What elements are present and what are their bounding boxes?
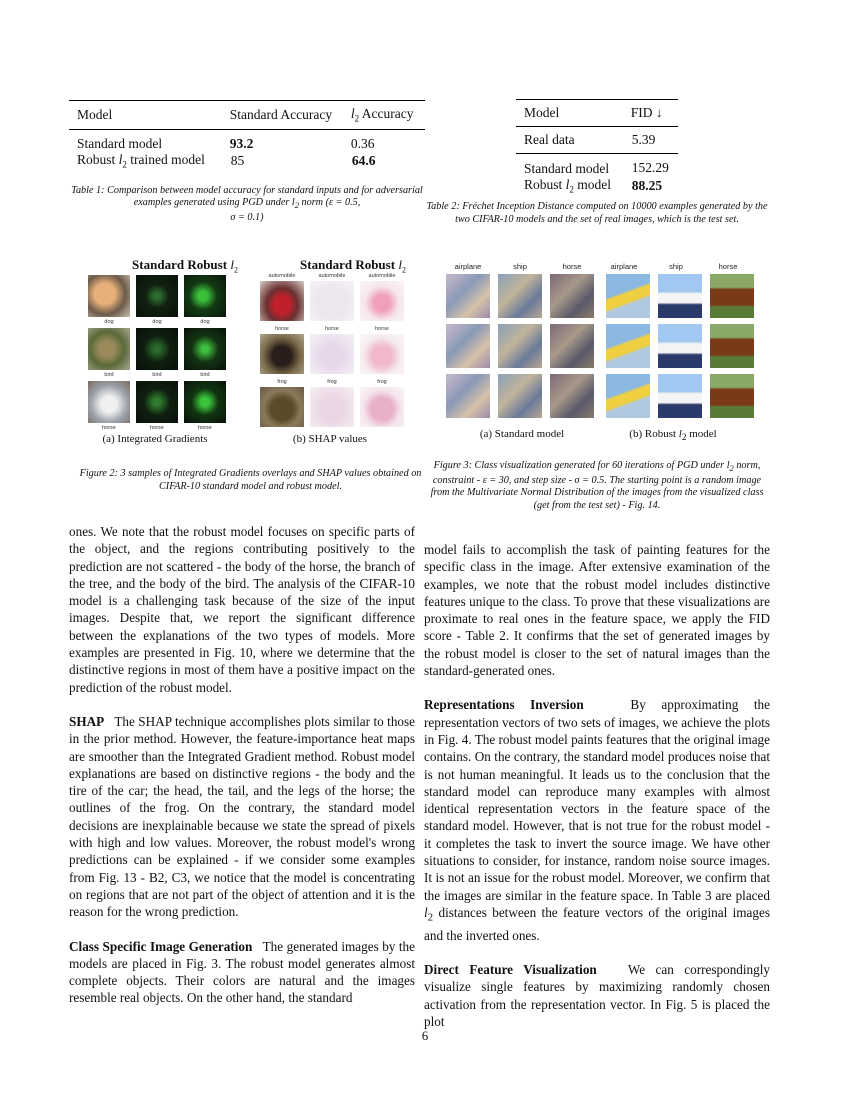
figure-2a-subcaption: (a) Integrated Gradients: [102, 433, 208, 445]
table-cell: 93.2: [229, 135, 254, 151]
table-2-grid: [516, 99, 678, 195]
table-2-caption: Table 2: Fréchet Inception Distance computed on 10000 examples generated by the two CIFAR-10 models and the set of real images, which is the test set.: [426, 201, 768, 225]
class-visualization-image: [446, 274, 490, 318]
shap-label: horse: [275, 326, 289, 332]
shap-image: [360, 334, 404, 374]
ig-label: bird: [104, 372, 114, 378]
shap-label: automobile: [268, 273, 296, 279]
shap-paragraph: [69, 713, 415, 921]
shap-label: automobile: [368, 273, 396, 279]
shap-heading: SHAP: [69, 713, 105, 729]
ig-image: [136, 275, 178, 317]
table-cell: 88.25: [631, 178, 663, 193]
figure-3-column-labels: [440, 262, 760, 272]
figure-3-caption: Figure 3: Class visualization generated for 60 iterations of PGD under $l_2$ norm, constraint - ε = 30, and step size - σ = 0.5. The starting point is a random image from the Multivariate Normal Distribution of the images from the visualized class (get from the test set) - Fig. 14.: [430, 460, 764, 511]
table-cell: Robust $l_2$ trained model: [77, 151, 205, 170]
ig-image: [136, 328, 178, 370]
table-1-header-model: Model: [77, 106, 113, 122]
table-1-caption: Table 1: Comparison between model accuracy for standard inputs and for adversarial examples generated using PGD under $l_2$ norm (ε = 0.5, σ = 0.1): [71, 184, 423, 223]
shap-image: [260, 387, 304, 427]
table-row: [69, 152, 425, 170]
page-number: 6: [421, 1028, 429, 1043]
class-visualization-image: [710, 324, 754, 368]
shap-label: horse: [325, 326, 339, 332]
class-visualization-image: [606, 274, 650, 318]
shap-label: automobile: [318, 273, 346, 279]
class-visualization-image: [550, 324, 594, 368]
class-visualization-image: [446, 324, 490, 368]
table-row: [516, 154, 678, 178]
table-cell: Standard model: [77, 135, 163, 151]
figure-2: [70, 255, 430, 495]
table-cell: Robust $l_2$ model: [524, 177, 612, 195]
dfv-body: We can correspondingly visualize single features by maximizing randomly chosen activation from the representation vector. In Fig. 5 is placed the plot: [424, 962, 771, 1030]
table-cell: 85: [230, 152, 245, 168]
table-cell: 64.6: [351, 152, 376, 168]
fig3-column-label: horse: [718, 262, 738, 271]
table-1-grid: [69, 100, 425, 170]
ig-image: [136, 381, 178, 423]
ig-label: bird: [152, 372, 162, 378]
ig-label: dog: [200, 319, 210, 325]
ig-label: horse: [150, 425, 164, 431]
ig-image: [88, 328, 130, 370]
table-cell: 0.36: [350, 135, 375, 151]
ig-image: [184, 328, 226, 370]
figure-2-caption: Figure 2: 3 samples of Integrated Gradients overlays and SHAP values obtained on CIFAR-10 standard model and robust model.: [79, 468, 422, 492]
class-visualization-image: [498, 374, 542, 418]
shap-image: [360, 281, 404, 321]
shap-label: horse: [375, 326, 389, 332]
figure-3: [440, 262, 760, 442]
csig-paragraph: [69, 938, 415, 1007]
rep-paragraph: [424, 696, 770, 944]
class-visualization-image: [550, 274, 594, 318]
ig-label: horse: [102, 425, 116, 431]
class-visualization-image: [658, 324, 702, 368]
table-1-header-standard: Standard Accuracy: [229, 106, 333, 122]
fig3-column-label: ship: [669, 262, 683, 271]
dfv-paragraph: [424, 961, 770, 1030]
table-2-header-fid: FID ↓: [630, 105, 663, 120]
class-visualization-image: [658, 274, 702, 318]
table-cell: Real data: [524, 132, 575, 147]
figure-3-subcaption-b: (b) Robust $l_2$ model: [629, 428, 717, 443]
figure-2a-grid: [88, 275, 228, 431]
class-visualization-image: [606, 374, 650, 418]
right-column: [424, 541, 770, 1030]
figure-2b-subcaption: (b) SHAP values: [292, 433, 368, 445]
ig-label: dog: [152, 319, 162, 325]
ig-image: [88, 275, 130, 317]
class-visualization-image: [498, 274, 542, 318]
class-visualization-image: [606, 324, 650, 368]
class-visualization-image: [658, 374, 702, 418]
figure-3-subcaption-a: (a) Standard model: [479, 428, 565, 440]
class-visualization-image: [446, 374, 490, 418]
class-visualization-image: [710, 274, 754, 318]
figure-2a-header: Standard Robust $l_2$: [132, 257, 238, 275]
table-cell: 5.39: [631, 132, 656, 147]
table-1-header-l2: $l_2$ Accuracy: [350, 106, 414, 124]
left-column: [69, 523, 415, 1007]
dfv-heading: Direct Feature Visualization: [424, 962, 597, 978]
shap-image: [360, 387, 404, 427]
table-cell: Standard model: [524, 160, 610, 176]
fig3-column-label: horse: [562, 262, 582, 271]
left-paragraph-1: ones. We note that the robust model focuses on specific parts of the object, and the regions contributing positively to the prediction are not scattered - the body of the horse, the branch of the tree, and the body of the bird. The analysis of the CIFAR-10 model is a challenging task because of the size of the input images. Despite that, we report the significant difference between the explanations of the two types of models. More examples are presented in Fig. 10, where we determine that the distinctive regions in most of them have a positive impact on the prediction of the robust model.: [69, 524, 415, 695]
class-visualization-image: [498, 324, 542, 368]
figure-2b-grid: [260, 273, 406, 423]
class-visualization-image: [710, 374, 754, 418]
figure-2b-header: Standard Robust $l_2$: [300, 257, 406, 275]
shap-image: [310, 387, 354, 427]
shap-label: frog: [377, 379, 387, 385]
ig-label: bird: [200, 372, 210, 378]
csig-heading: Class Specific Image Generation: [69, 938, 253, 954]
right-paragraph-1: model fails to accomplish the task of painting features for the specific class in the image. After extensive examination of the examples, we note that the robust model includes distinctive features unique to the class. To prove that these visualizations are proximate to real ones in the feature space, we apply the FID score - Table 2. It confirms that the set of generated images by the robust model is closer to the set of natural images than the standard-generated ones.: [424, 542, 770, 679]
table-row: [69, 129, 425, 152]
rep-heading: Representations Inversion: [424, 697, 584, 713]
shap-label: frog: [327, 379, 337, 385]
shap-image: [260, 334, 304, 374]
figure-3-grid: [440, 274, 760, 424]
ig-label: horse: [198, 425, 212, 431]
rep-body: By approximating the representation vectors of two sets of images, we achieve the plots in Fig. 4. The robust model paints features that the original image contains. On the contrary, the standard model produces noise that is not human meaningful. It leads us to the conclusion that the standard model can reproduce many examples with almost identical representation vectors in the feature space of the standard model. However, that is not true for the robust model - it completes the task to invert the source image. We have other situations to consider, for instance, random noise source images. It is not an issue for the robust model. Moreover, we confirm that the images are similar in the feature space. In Table 3 are placed $l_2$ distances between the feature vectors of the original images and the inverted ones.: [424, 697, 770, 943]
table-2-header-model: Model: [524, 105, 560, 120]
fig3-column-label: airplane: [610, 262, 638, 271]
table-cell: 152.29: [631, 160, 669, 175]
fig3-column-label: ship: [513, 262, 527, 271]
fig3-column-label: airplane: [454, 262, 482, 271]
shap-image: [310, 334, 354, 374]
shap-image: [310, 281, 354, 321]
shap-body: The SHAP technique accomplishes plots similar to those in the prior method. However, the feature-importance heat maps are smoother than the Integrated Gradient method. Robust model explanations are based on distinctive regions - the body and the tire of the car; the head, the tail, and the legs of the horse; the outlines of the frog. On the contrary, the standard model decisions are inexplainable because we state the spread of pixels with high and low values. Moreover, the robust model's wrong predictions can be explained - if we consider some examples from Fig. 13 - B2, C3, we notice that the model is concentrating on regions that are not part of the object of attention and it is the reason for the wrong prediction.: [69, 713, 416, 920]
table-2: [516, 99, 678, 195]
ig-image: [88, 381, 130, 423]
table-row: [516, 177, 678, 195]
csig-body: The generated images by the models are placed in Fig. 3. The robust model generates almost complete objects. Their colors are natural and the images resemble real objects. On the other hand, the standard: [69, 938, 416, 1006]
table-1: [69, 100, 425, 224]
ig-image: [184, 275, 226, 317]
ig-label: dog: [104, 319, 114, 325]
shap-label: frog: [277, 379, 287, 385]
table-row: [516, 127, 678, 154]
class-visualization-image: [550, 374, 594, 418]
shap-image: [260, 281, 304, 321]
ig-image: [184, 381, 226, 423]
